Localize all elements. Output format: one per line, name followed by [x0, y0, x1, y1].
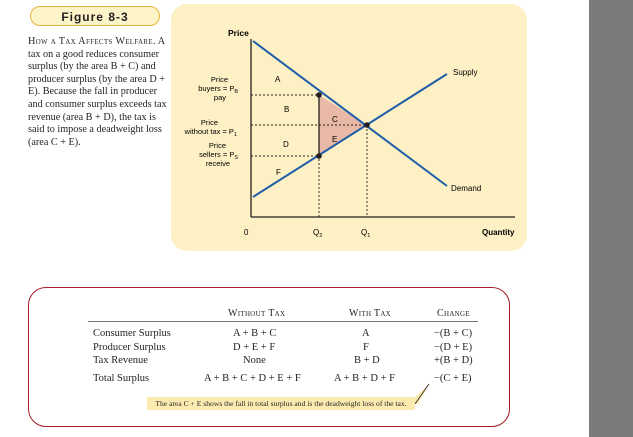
- row-change-value: +(B + D): [434, 355, 473, 366]
- ps-label-line1: Price: [208, 141, 226, 150]
- q2-subscript: 2: [319, 233, 323, 239]
- area-e-label: E: [332, 135, 338, 144]
- p1-label-line2: without tax = $P_1$: [184, 127, 237, 138]
- caption-body: A tax on a good reduces consumer surplus (by the area B + C) and producer surplus (by the area D + E). Because the fall in producer and consumer surplus exceeds tax revenue (area B + D), the tax is said to impose a deadweight loss (area C + E).: [28, 36, 167, 148]
- p1-label-line1: Price: [200, 118, 218, 127]
- buyers-price-point: [316, 92, 322, 98]
- q1-label: $Q_1$: [361, 228, 371, 239]
- ps-subscript: S: [234, 155, 238, 161]
- pb-label-line3: pay: [213, 93, 226, 102]
- row-with-value: B + D: [354, 355, 380, 366]
- p1-subscript: 1: [233, 132, 237, 138]
- row-label: Producer Surplus: [93, 342, 166, 353]
- row-change-value: −(D + E): [434, 342, 473, 353]
- row-without-value: A + B + C: [233, 328, 277, 339]
- row-change-value: −(B + C): [434, 328, 473, 339]
- caption-heading: How a Tax Affects Welfare.: [28, 36, 156, 47]
- pb-subscript: B: [234, 89, 238, 95]
- gray-sidebar: [589, 0, 633, 437]
- q1-subscript: 1: [367, 233, 371, 239]
- y-axis-label: Price: [228, 28, 249, 38]
- ps-label-line3: receive: [205, 159, 230, 168]
- area-a-label: A: [275, 75, 281, 84]
- area-c-label: C: [332, 115, 338, 124]
- pb-label-line1: Price: [210, 75, 228, 84]
- figure-label: Figure 8-3: [30, 6, 160, 26]
- area-b-label: B: [284, 105, 290, 114]
- supply-curve: [253, 74, 447, 197]
- row-label: Consumer Surplus: [93, 328, 171, 339]
- row-change-value: −(C + E): [434, 373, 472, 384]
- table-header-rule: [88, 321, 478, 322]
- supply-label: Supply: [453, 68, 478, 77]
- row-label: Tax Revenue: [93, 355, 148, 366]
- ps-label-line2: sellers = $P_S$: [199, 150, 238, 161]
- row-without-value: None: [243, 355, 266, 366]
- row-without-value: A + B + C + D + E + F: [204, 373, 301, 384]
- q2-label: $Q_2$: [313, 228, 323, 239]
- sellers-price-point: [316, 153, 322, 159]
- deadweight-note: The area C + E shows the fall in total surplus and is the deadweight loss of the tax.: [147, 397, 415, 410]
- row-with-value: F: [363, 342, 369, 353]
- note-pointer: [415, 382, 435, 404]
- pb-label-line2: buyers = $P_B$: [198, 84, 238, 95]
- area-f-label: F: [276, 168, 281, 177]
- row-without-value: D + E + F: [233, 342, 276, 353]
- deadweight-loss-triangle: [319, 95, 367, 156]
- header-change: Change: [437, 308, 470, 319]
- demand-curve: [253, 41, 447, 186]
- x-axis-label: Quantity: [482, 228, 515, 237]
- header-with-tax: With Tax: [349, 308, 392, 319]
- tax-welfare-graph: [171, 4, 527, 251]
- row-with-value: A: [362, 328, 370, 339]
- header-without-tax: Without Tax: [228, 308, 286, 319]
- row-with-value: A + B + D + F: [334, 373, 395, 384]
- demand-label: Demand: [451, 184, 482, 193]
- area-d-label: D: [283, 140, 289, 149]
- row-label: Total Surplus: [93, 373, 150, 384]
- figure-caption: [28, 36, 173, 149]
- origin-label: 0: [244, 228, 249, 237]
- equilibrium-point: [364, 122, 370, 128]
